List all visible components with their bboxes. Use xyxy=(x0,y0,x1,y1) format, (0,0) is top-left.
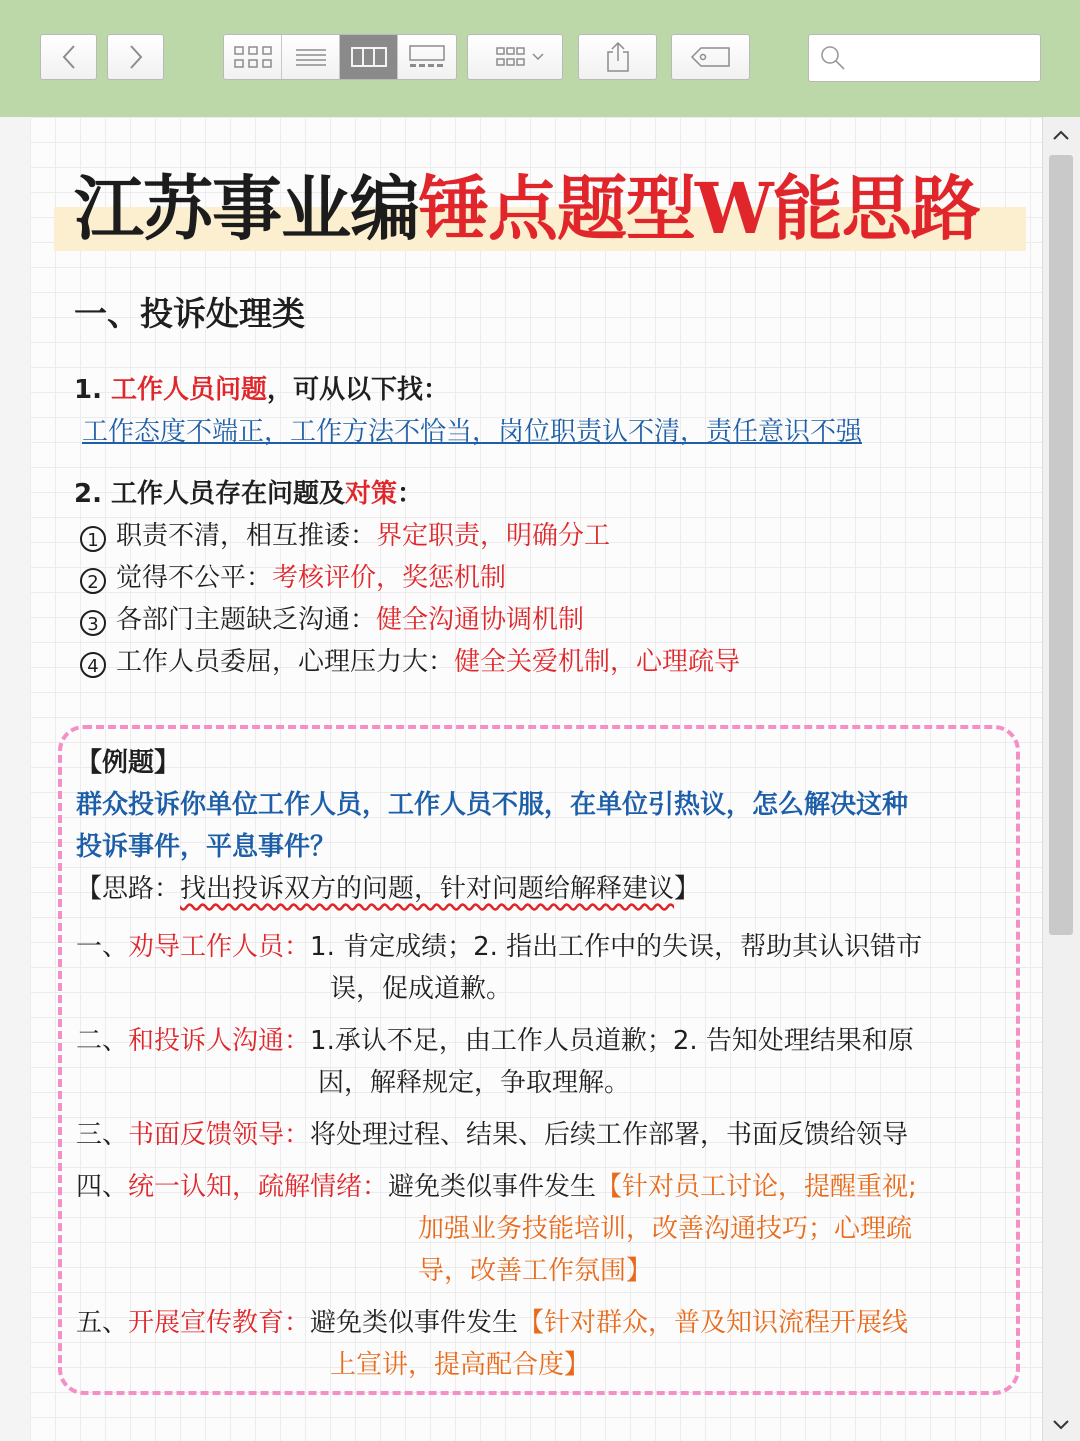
search-icon xyxy=(819,44,847,72)
example-label: 【例题】 xyxy=(76,748,181,778)
forward-button[interactable] xyxy=(107,34,164,80)
share-button[interactable] xyxy=(578,34,657,80)
example-idea: 【思路：找出投诉双方的问题，针对问题给解释建议】 xyxy=(76,874,701,904)
item1-heading: 1. 工作人员问题，可从以下找： xyxy=(74,375,450,405)
list-view-button[interactable] xyxy=(282,35,340,79)
columns-icon xyxy=(350,45,388,69)
vertical-scrollbar[interactable] xyxy=(1042,117,1080,1441)
grid-icon xyxy=(233,44,273,70)
number-badge: 3 xyxy=(80,610,106,636)
step-5: 五、开展宣传教育：避免类似事件发生【针对群众，普及知识流程开展线 xyxy=(76,1308,909,1338)
group-by-dropdown[interactable] xyxy=(467,34,563,80)
list-item: 1 职责不清，相互推诿：界定职责，明确分工 xyxy=(80,516,610,556)
number-badge: 4 xyxy=(80,652,106,678)
search-field[interactable] xyxy=(808,34,1041,82)
share-icon xyxy=(603,40,633,74)
chevron-up-icon xyxy=(1051,128,1071,142)
icon-view-button[interactable] xyxy=(224,35,282,79)
step-1-cont: 误，促成道歉。 xyxy=(330,974,513,1004)
view-mode-switcher xyxy=(223,34,457,80)
document-preview xyxy=(30,117,1042,1441)
step-3: 三、书面反馈领导：将处理过程、结果、后续工作部署，书面反馈给领导 xyxy=(76,1120,909,1150)
list-item: 4 工作人员委屈，心理压力大：健全关爱机制，心理疏导 xyxy=(80,642,740,682)
example-question-line1: 群众投诉你单位工作人员，工作人员不服，在单位引热议，怎么解决这种 xyxy=(76,790,909,820)
gallery-icon xyxy=(408,44,446,70)
scroll-up-button[interactable] xyxy=(1049,123,1073,147)
scroll-down-button[interactable] xyxy=(1049,1413,1073,1437)
window-toolbar xyxy=(0,0,1080,117)
back-button[interactable] xyxy=(40,34,97,80)
chevron-down-icon xyxy=(1051,1418,1071,1432)
title-black-part: 江苏事业编 xyxy=(74,167,419,250)
list-item: 3 各部门主题缺乏沟通：健全沟通协调机制 xyxy=(80,600,584,640)
chevron-left-icon xyxy=(59,43,79,71)
number-badge: 1 xyxy=(80,526,106,552)
search-input[interactable] xyxy=(855,47,1029,70)
item2-heading: 2. 工作人员存在问题及对策： xyxy=(74,479,424,509)
scroll-thumb[interactable] xyxy=(1049,155,1073,935)
step-4-cont2: 导，改善工作氛围】 xyxy=(418,1256,653,1286)
list-item: 2 觉得不公平：考核评价，奖惩机制 xyxy=(80,558,506,598)
chevron-right-icon xyxy=(126,43,146,71)
column-view-button[interactable] xyxy=(340,35,398,79)
item1-highlight: 工作人员问题 xyxy=(111,375,268,405)
step-1: 一、劝导工作人员：1. 肯定成绩；2. 指出工作中的失误，帮助其认识错市 xyxy=(76,932,923,962)
tag-button[interactable] xyxy=(671,34,750,80)
step-2-cont: 因，解释规定，争取理解。 xyxy=(318,1068,631,1098)
gallery-view-button[interactable] xyxy=(398,35,456,79)
number-badge: 2 xyxy=(80,568,106,594)
idea-text: 找出投诉双方的问题，针对问题给解释建议 xyxy=(180,874,675,904)
section-heading: 一、投诉处理类 xyxy=(74,294,305,333)
tag-icon xyxy=(689,45,733,69)
step-5-cont: 上宣讲，提高配合度】 xyxy=(330,1350,591,1380)
item1-detail: 工作态度不端正，工作方法不恰当，岗位职责认不清，责任意识不强 xyxy=(82,417,863,447)
page-title xyxy=(54,165,1026,257)
step-4-cont: 加强业务技能培训，改善沟通技巧；心理疏 xyxy=(418,1214,913,1244)
step-4: 四、统一认知，疏解情绪：避免类似事件发生【针对员工讨论，提醒重视; xyxy=(76,1172,917,1202)
title-red-part: 锤点题型W能思路 xyxy=(419,167,980,250)
step-2: 二、和投诉人沟通：1.承认不足，由工作人员道歉；2. 告知处理结果和原 xyxy=(76,1026,914,1056)
grid-dropdown-icon xyxy=(479,44,551,70)
list-icon xyxy=(294,45,328,69)
example-question-line2: 投诉事件，平息事件？ xyxy=(76,832,337,862)
item2-highlight: 对策 xyxy=(345,479,398,509)
